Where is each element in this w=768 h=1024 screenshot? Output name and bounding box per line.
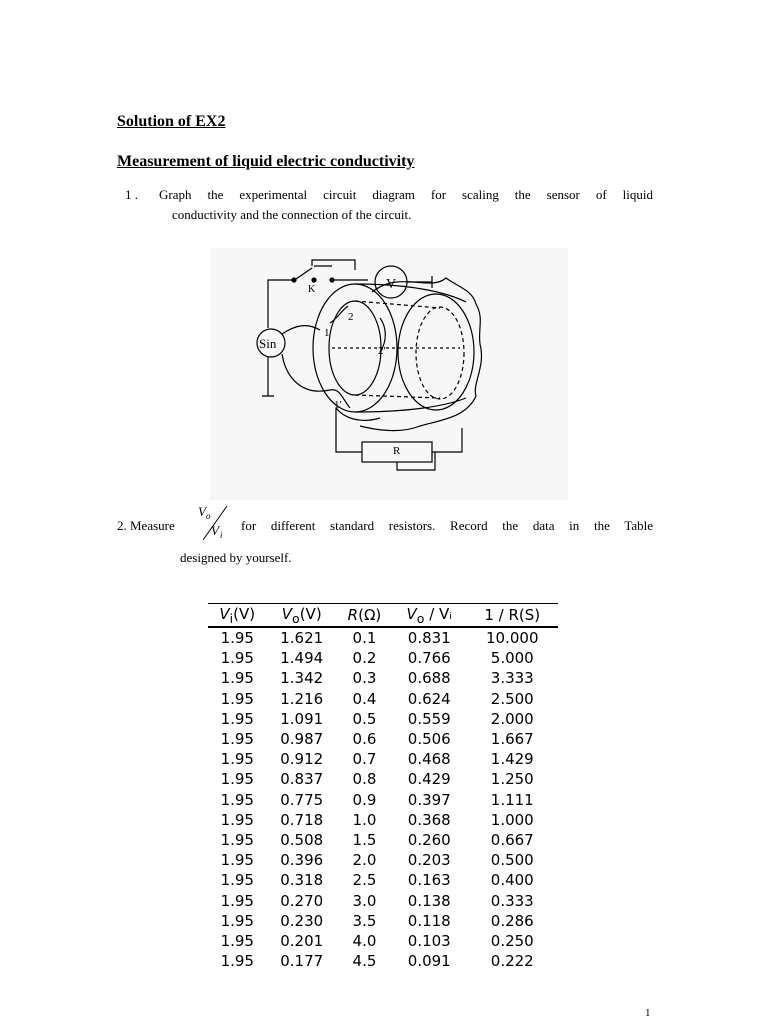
list-item-number: 2. Measure bbox=[117, 518, 175, 533]
table-row bbox=[208, 729, 558, 749]
source-label: Sin bbox=[259, 336, 277, 351]
table-cell: 1.95 bbox=[220, 649, 254, 668]
table-cell: 1.494 bbox=[280, 649, 324, 668]
table-cell: 2.000 bbox=[490, 709, 534, 728]
table-row bbox=[208, 790, 558, 810]
table-cell: 0.286 bbox=[490, 911, 534, 930]
table-cell: 0.766 bbox=[407, 649, 451, 668]
table-cell: 0.222 bbox=[490, 952, 534, 971]
table-row bbox=[208, 850, 558, 870]
table-row bbox=[208, 627, 558, 648]
table-row bbox=[208, 709, 558, 729]
fraction-numerator: V bbox=[198, 504, 206, 519]
table-cell: 10.000 bbox=[486, 629, 539, 648]
table-cell: 0.163 bbox=[407, 871, 451, 890]
table-cell: 1.95 bbox=[220, 790, 254, 809]
list-item-text-line1: Graph the experimental circuit diagram for scaling the sensor of liquid bbox=[159, 187, 653, 202]
table-cell: 0.397 bbox=[407, 790, 451, 809]
list-item-text-line2: designed by yourself. bbox=[180, 550, 292, 565]
electrode-2-label: 2 bbox=[348, 311, 354, 323]
header-r: R(Ω) bbox=[337, 604, 392, 628]
table-row bbox=[208, 769, 558, 789]
table-cell: 1.667 bbox=[490, 730, 534, 749]
table-cell: 0.508 bbox=[280, 830, 324, 849]
table-cell: 0.775 bbox=[280, 790, 324, 809]
table-cell: 1.5 bbox=[352, 830, 377, 849]
table-cell: 1.0 bbox=[352, 810, 377, 829]
table-cell: 0.3 bbox=[352, 669, 377, 688]
table-cell: 1.95 bbox=[220, 931, 254, 950]
table-cell: 0.718 bbox=[280, 810, 324, 829]
table-row bbox=[208, 648, 558, 668]
table-cell: 1.95 bbox=[220, 770, 254, 789]
table-cell: 0.2 bbox=[352, 649, 377, 668]
header-inverse-r: 1 / R(S) bbox=[467, 604, 558, 628]
table-cell: 1.95 bbox=[220, 952, 254, 971]
data-table bbox=[208, 603, 558, 971]
table-cell: 2.5 bbox=[352, 871, 377, 890]
circuit-diagram bbox=[210, 248, 568, 500]
table-cell: 1.95 bbox=[220, 891, 254, 910]
voltmeter-label: V bbox=[386, 277, 397, 292]
table-cell: 0.688 bbox=[407, 669, 451, 688]
section-heading: Measurement of liquid electric conductivity bbox=[117, 153, 415, 170]
page-number: 1 bbox=[645, 1007, 651, 1019]
table-cell: 0.177 bbox=[280, 952, 324, 971]
table-cell: 0.270 bbox=[280, 891, 324, 910]
list-item-text-line2: conductivity and the connection of the circuit. bbox=[172, 207, 412, 222]
table-cell: 0.429 bbox=[407, 770, 451, 789]
table-cell: 0.230 bbox=[280, 911, 324, 930]
table-cell: 0.667 bbox=[490, 830, 534, 849]
table-cell: 0.318 bbox=[280, 871, 324, 890]
switch-label: K bbox=[308, 284, 316, 295]
table-cell: 0.400 bbox=[490, 871, 534, 890]
table-row bbox=[208, 810, 558, 830]
table-cell: 4.5 bbox=[352, 952, 377, 971]
table-cell: 0.260 bbox=[407, 830, 451, 849]
table-cell: 0.368 bbox=[407, 810, 451, 829]
table-cell: 0.5 bbox=[352, 709, 377, 728]
table-row bbox=[208, 870, 558, 890]
table-cell: 1.95 bbox=[220, 750, 254, 769]
table-cell: 0.138 bbox=[407, 891, 451, 910]
table-cell: 0.103 bbox=[407, 931, 451, 950]
table-cell: 0.091 bbox=[407, 952, 451, 971]
table-cell: 0.6 bbox=[352, 730, 377, 749]
table-cell: 1.95 bbox=[220, 669, 254, 688]
table-row bbox=[208, 951, 558, 971]
table-cell: 0.831 bbox=[407, 629, 451, 648]
table-cell: 0.506 bbox=[407, 730, 451, 749]
table-cell: 0.500 bbox=[490, 851, 534, 870]
table-cell: 1.95 bbox=[220, 709, 254, 728]
table-cell: 1.111 bbox=[490, 790, 534, 809]
table-header-row bbox=[208, 604, 558, 628]
table-row bbox=[208, 749, 558, 769]
table-cell: 3.0 bbox=[352, 891, 377, 910]
table-row bbox=[208, 689, 558, 709]
table-cell: 1.429 bbox=[490, 750, 534, 769]
table-cell: 0.9 bbox=[352, 790, 377, 809]
document-title: Solution of EX2 bbox=[117, 113, 226, 130]
resistor-label: R bbox=[393, 445, 401, 457]
table-cell: 1.95 bbox=[220, 629, 254, 648]
table-cell: 1.95 bbox=[220, 810, 254, 829]
electrode-1-label: 1 bbox=[324, 327, 330, 339]
table-row bbox=[208, 890, 558, 910]
table-cell: 0.837 bbox=[280, 770, 324, 789]
table-cell: 1.250 bbox=[490, 770, 534, 789]
table-cell: 0.7 bbox=[352, 750, 377, 769]
table-cell: 0.624 bbox=[407, 689, 451, 708]
header-vi: $V_i(V)$ bbox=[208, 604, 267, 628]
electrode-2p-label: 2' bbox=[378, 345, 386, 357]
table-cell: 0.559 bbox=[407, 709, 451, 728]
table-cell: 0.987 bbox=[280, 730, 324, 749]
table-cell: 0.396 bbox=[280, 851, 324, 870]
list-item-text-line1: for different standard resistors. Record the data in the Table bbox=[241, 518, 653, 533]
fraction-denominator-sub: i bbox=[220, 530, 223, 540]
table-row bbox=[208, 668, 558, 688]
table-cell: 0.4 bbox=[352, 689, 377, 708]
table-cell: 0.250 bbox=[490, 931, 534, 950]
table-cell: 1.342 bbox=[280, 669, 324, 688]
table-row bbox=[208, 911, 558, 931]
table-cell: 0.118 bbox=[407, 911, 451, 930]
table-cell: 0.201 bbox=[280, 931, 324, 950]
table-cell: 0.203 bbox=[407, 851, 451, 870]
table-cell: 1.95 bbox=[220, 689, 254, 708]
table-row bbox=[208, 931, 558, 951]
header-ratio: $V_o$ / Vᵢ bbox=[392, 604, 467, 628]
table-cell: 2.0 bbox=[352, 851, 377, 870]
table-row bbox=[208, 830, 558, 850]
ratio-fraction bbox=[195, 502, 233, 542]
table-cell: 1.000 bbox=[490, 810, 534, 829]
fraction-numerator-sub: o bbox=[206, 511, 211, 521]
table-cell: 1.95 bbox=[220, 911, 254, 930]
table-cell: 3.333 bbox=[490, 669, 534, 688]
table-cell: 1.95 bbox=[220, 730, 254, 749]
table-cell: 0.8 bbox=[352, 770, 377, 789]
fraction-denominator: V bbox=[211, 523, 219, 538]
table-cell: 0.333 bbox=[490, 891, 534, 910]
table-cell: 1.95 bbox=[220, 830, 254, 849]
table-cell: 5.000 bbox=[490, 649, 534, 668]
table-cell: 0.1 bbox=[352, 629, 377, 648]
electrode-1p-label: 1' bbox=[334, 399, 342, 411]
table-cell: 3.5 bbox=[352, 911, 377, 930]
table-cell: 1.091 bbox=[280, 709, 324, 728]
table-cell: 1.95 bbox=[220, 871, 254, 890]
list-item-number: 1 . bbox=[125, 187, 138, 202]
table-cell: 0.912 bbox=[280, 750, 324, 769]
header-vo: $V_o(V)$ bbox=[267, 604, 337, 628]
table-cell: 2.500 bbox=[490, 689, 534, 708]
table-cell: 1.621 bbox=[280, 629, 324, 648]
table-cell: 1.216 bbox=[280, 689, 324, 708]
table-cell: 0.468 bbox=[407, 750, 451, 769]
table-cell: 4.0 bbox=[352, 931, 377, 950]
table-cell: 1.95 bbox=[220, 851, 254, 870]
